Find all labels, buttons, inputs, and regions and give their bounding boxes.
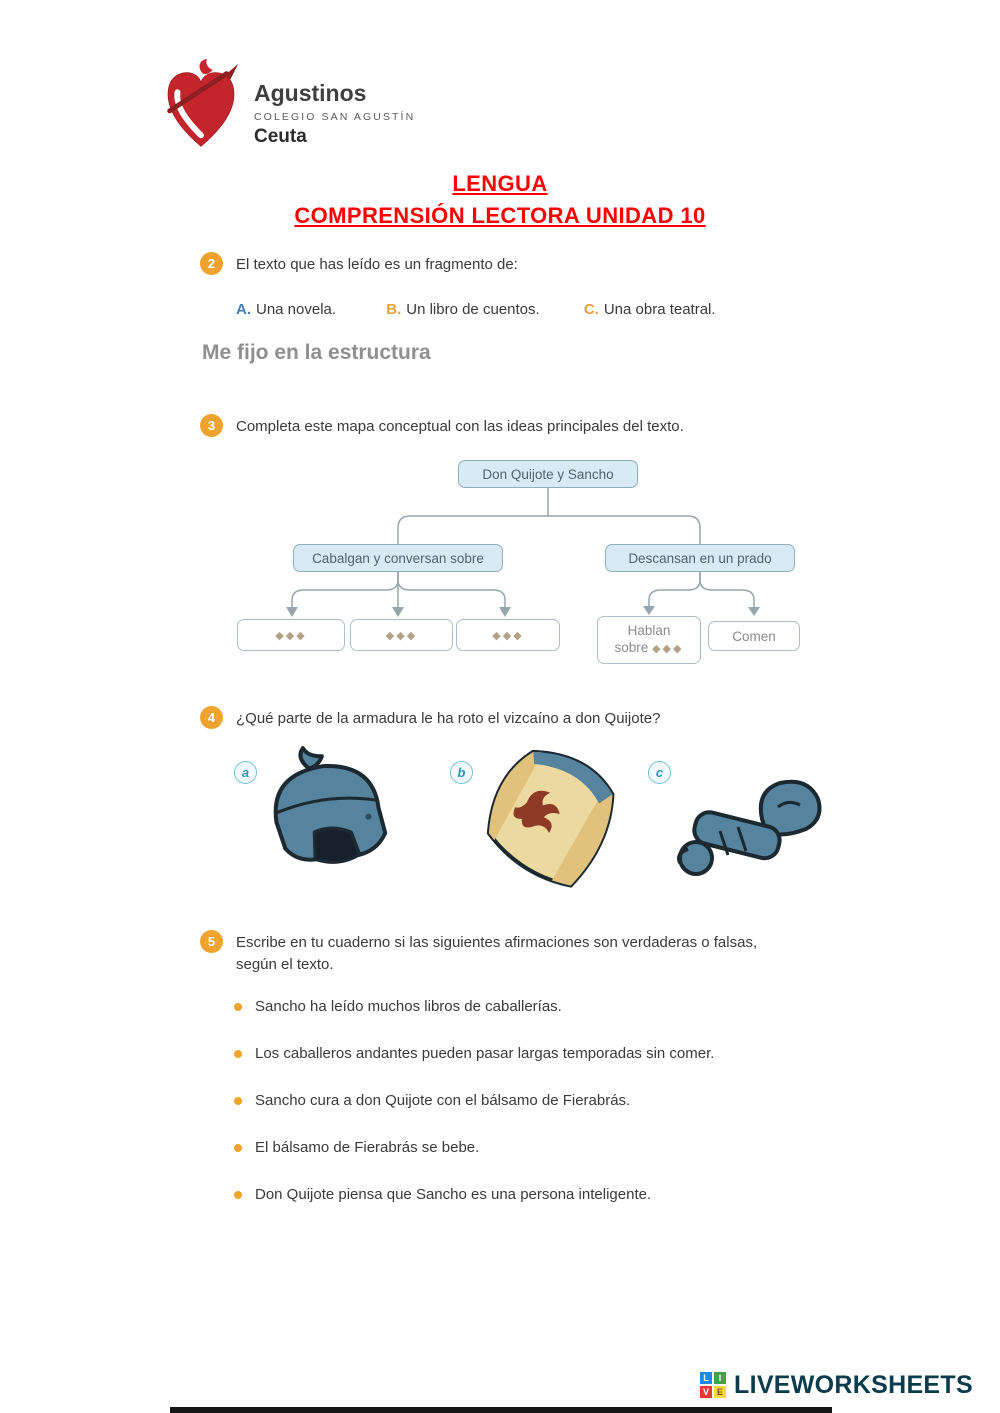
map-node-comen xyxy=(708,621,800,651)
question-5-number-badge: 5 xyxy=(200,930,223,953)
bullet-icon xyxy=(234,1191,242,1199)
map-node-comen-label: Comen xyxy=(732,628,776,644)
statement-item-1 xyxy=(234,996,779,1018)
question-3 xyxy=(200,414,920,438)
statements-list xyxy=(234,996,779,1231)
answer-placeholder: ◆◆◆ xyxy=(275,629,307,642)
q4-choice-c-letter: c xyxy=(648,761,671,784)
q4-choice-c[interactable] xyxy=(642,745,831,887)
answer-placeholder: ◆◆◆ xyxy=(492,629,524,642)
bullet-icon xyxy=(234,1144,242,1152)
logo-title: Agustinos xyxy=(254,80,367,106)
liveworksheets-logo[interactable] xyxy=(700,1371,973,1400)
map-answer-box-3[interactable] xyxy=(456,619,560,651)
q2-option-a-text: Una novela. xyxy=(256,301,337,318)
statement-text: Sancho ha leído muchos libros de caballerías. xyxy=(255,998,562,1015)
shield-icon xyxy=(468,745,628,893)
lw-tile-e: E xyxy=(714,1386,726,1398)
concept-map xyxy=(230,452,810,700)
question-3-text: Completa este mapa conceptual con las ideas principales del texto. xyxy=(236,418,684,435)
helmet-icon xyxy=(252,745,402,880)
statement-text: El bálsamo de Fierabrás se bebe. xyxy=(255,1139,480,1156)
map-hablan-line2-text: sobre xyxy=(614,640,649,655)
q2-option-a-letter: A. xyxy=(236,301,251,318)
question-4-text: ¿Qué parte de la armadura le ha roto el vizcaíno a don Quijote? xyxy=(236,710,661,727)
q2-option-b-text: Un libro de cuentos. xyxy=(406,301,540,318)
map-answer-box-2[interactable] xyxy=(350,619,453,651)
statement-text: Los caballeros andantes pueden pasar largas temporadas sin comer. xyxy=(255,1045,715,1062)
worksheet-titles xyxy=(0,168,1000,232)
answer-placeholder: ◆◆◆ xyxy=(385,629,418,642)
question-2-options xyxy=(236,301,716,318)
question-2 xyxy=(200,252,920,276)
title-subject: LENGUA xyxy=(452,171,548,196)
lw-tile-i: I xyxy=(714,1372,726,1384)
q2-option-c[interactable] xyxy=(584,301,716,318)
question-4-choices xyxy=(228,745,878,915)
statement-item-3 xyxy=(234,1090,779,1112)
liveworksheets-icon xyxy=(700,1372,727,1399)
q4-choice-a-letter: a xyxy=(234,761,257,784)
logo-subtitle: COLEGIO SAN AGUSTÍN xyxy=(254,111,416,123)
map-node-branch-left-label: Cabalgan y conversan sobre xyxy=(312,550,484,566)
q4-choice-b-letter: b xyxy=(450,761,473,784)
map-answer-box-hablan-sobre[interactable] xyxy=(597,616,701,664)
q2-option-b-letter: B. xyxy=(386,301,402,318)
question-4 xyxy=(200,706,920,730)
question-2-number-badge: 2 xyxy=(200,252,223,275)
map-node-root-label: Don Quijote y Sancho xyxy=(482,466,614,482)
map-answer-box-1[interactable] xyxy=(237,619,345,651)
gauntlet-icon xyxy=(666,757,831,887)
map-hablan-line1: Hablan xyxy=(627,623,671,638)
lw-tile-v: V xyxy=(700,1386,712,1398)
statement-item-2 xyxy=(234,1043,779,1065)
answer-placeholder: ◆◆◆ xyxy=(652,643,684,655)
q2-option-c-text: Una obra teatral. xyxy=(603,301,716,318)
section-heading: Me fijo en la estructura xyxy=(202,341,431,364)
map-node-branch-right-label: Descansan en un prado xyxy=(628,550,772,566)
bullet-icon xyxy=(234,1097,242,1105)
bullet-icon xyxy=(234,1050,242,1058)
question-5 xyxy=(200,930,820,976)
page-edge-divider xyxy=(170,1407,832,1413)
q2-option-b[interactable] xyxy=(386,301,539,318)
school-logo xyxy=(158,58,415,152)
question-3-number-badge: 3 xyxy=(200,414,223,437)
title-unit: COMPRENSIÓN LECTORA UNIDAD 10 xyxy=(294,203,706,228)
logo-city: Ceuta xyxy=(254,126,307,147)
school-logo-text xyxy=(254,58,415,148)
statement-text: Don Quijote piensa que Sancho es una persona inteligente. xyxy=(255,1186,652,1203)
q4-choice-a[interactable] xyxy=(228,745,402,880)
map-node-branch-left xyxy=(293,544,503,572)
bullet-icon xyxy=(234,1003,242,1011)
statement-text: Sancho cura a don Quijote con el bálsamo de Fierabrás. xyxy=(255,1092,631,1109)
question-2-text: El texto que has leído es un fragmento de: xyxy=(236,256,518,273)
map-node-root xyxy=(458,460,638,488)
map-node-branch-right xyxy=(605,544,795,572)
statement-item-4 xyxy=(234,1137,779,1159)
heart-pen-logo-icon xyxy=(158,58,244,152)
concept-map-connectors xyxy=(230,452,810,700)
q4-choice-b[interactable] xyxy=(444,745,628,893)
q2-option-a[interactable] xyxy=(236,301,336,318)
lw-tile-l: L xyxy=(700,1372,712,1384)
q2-option-c-letter: C. xyxy=(583,301,599,318)
map-hablan-line2 xyxy=(615,639,684,658)
question-5-text: Escribe en tu cuaderno si las siguientes afirmaciones son verdaderas o falsas, según el texto. xyxy=(236,934,758,973)
statement-item-5 xyxy=(234,1184,779,1206)
liveworksheets-brand-text: LIVEWORKSHEETS xyxy=(734,1371,973,1399)
question-4-number-badge: 4 xyxy=(200,706,223,729)
